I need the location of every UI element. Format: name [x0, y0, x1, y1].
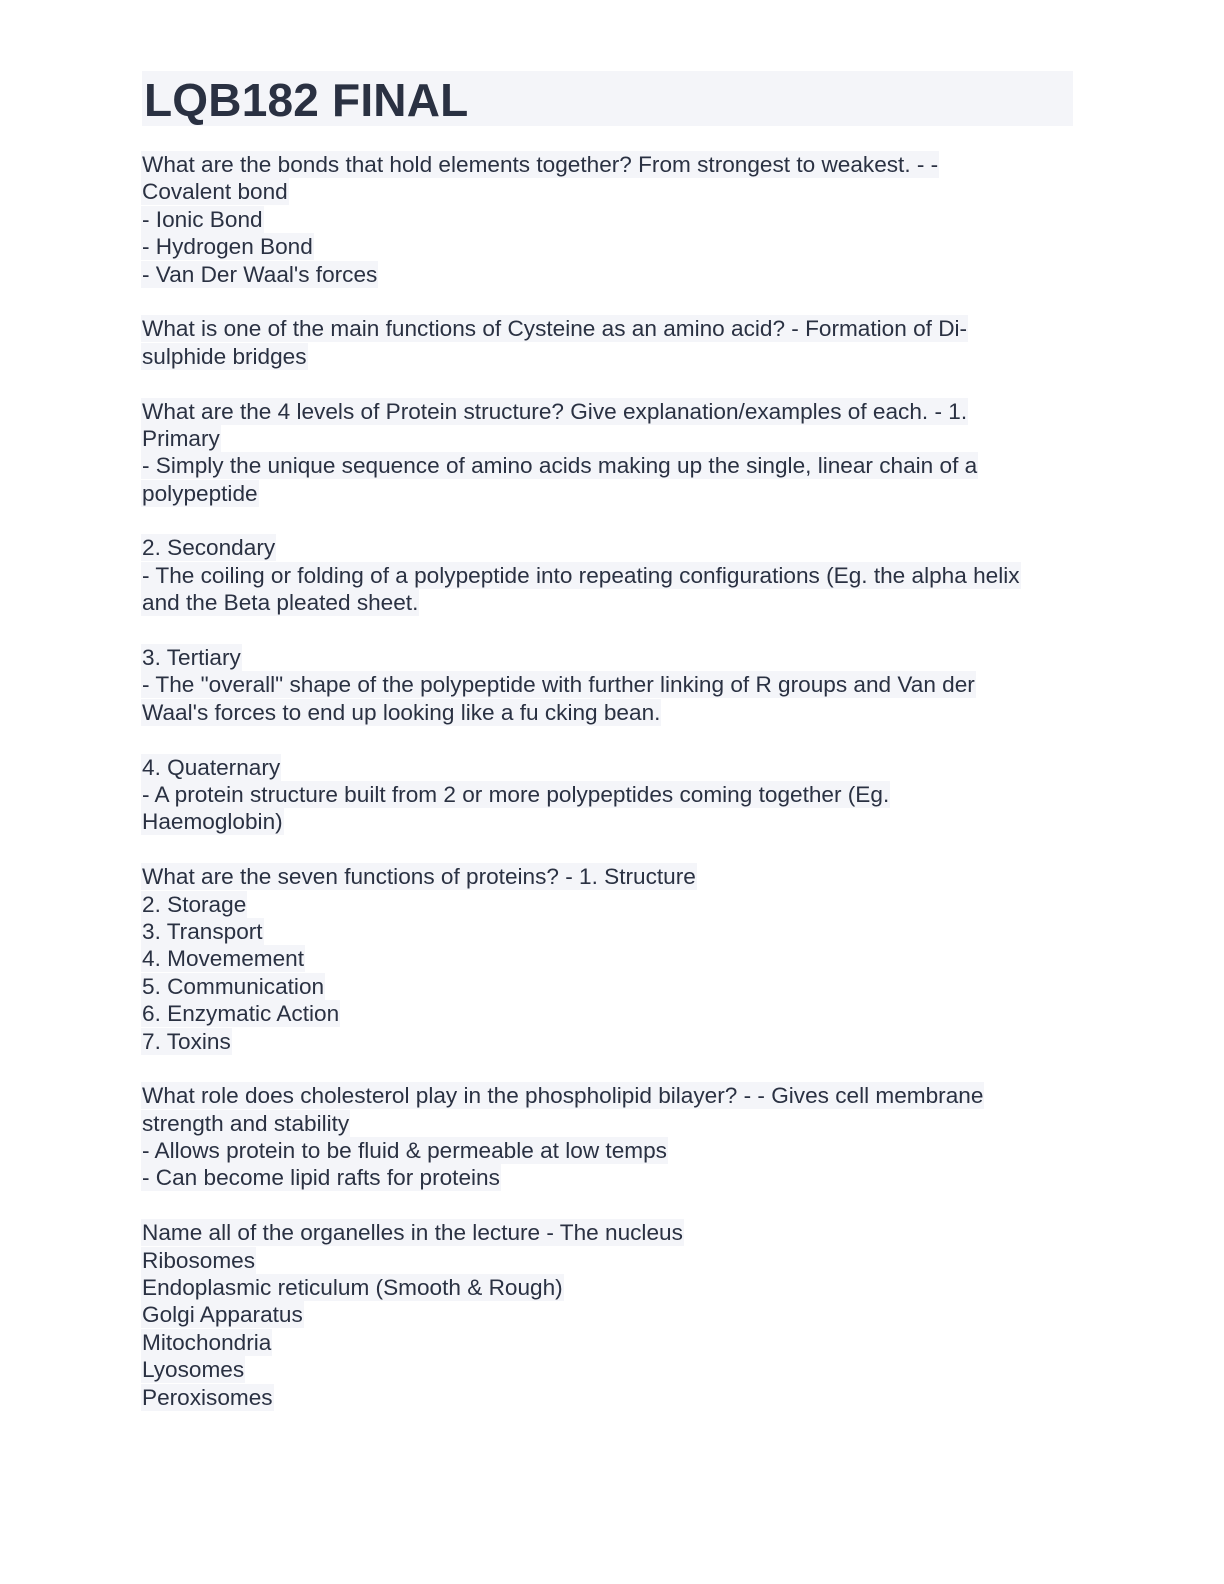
text-line: [142, 754, 1073, 781]
text-line: [142, 398, 1073, 425]
text-line-content: sulphide bridges: [142, 343, 307, 369]
document-page: [142, 71, 1073, 1438]
text-line: [142, 644, 1073, 671]
text-line: [142, 315, 1073, 342]
text-line-content: Haemoglobin): [142, 809, 283, 835]
text-line: [142, 233, 1073, 260]
text-line: [142, 480, 1073, 507]
text-line-content: 2. Secondary: [142, 535, 276, 561]
text-line-content: - Van Der Waal's forces: [142, 261, 378, 287]
text-line-content: 3. Transport: [142, 918, 263, 944]
text-line: [142, 1301, 1073, 1328]
text-line: [142, 452, 1073, 479]
text-line-content: What are the 4 levels of Protein structure? Give explanation/examples of each. - 1.: [142, 398, 968, 424]
text-line-content: 6. Enzymatic Action: [142, 1001, 340, 1027]
text-line: [142, 1028, 1073, 1055]
flashcard-block: [142, 151, 1073, 288]
text-line: [142, 863, 1073, 890]
flashcard-block: [142, 754, 1073, 836]
text-line: [142, 918, 1073, 945]
text-line: [142, 261, 1073, 288]
text-line-content: - Ionic Bond: [142, 206, 263, 232]
text-line-content: - A protein structure built from 2 or more polypeptides coming together (Eg.: [142, 781, 890, 807]
text-line: [142, 781, 1073, 808]
text-line: [142, 589, 1073, 616]
text-line: [142, 343, 1073, 370]
text-line: [142, 945, 1073, 972]
text-line: [142, 699, 1073, 726]
text-line-content: 5. Communication: [142, 973, 325, 999]
text-line: [142, 1110, 1073, 1137]
text-line-content: 3. Tertiary: [142, 645, 241, 671]
text-line: [142, 562, 1073, 589]
text-line: [142, 425, 1073, 452]
text-line: [142, 178, 1073, 205]
text-line-content: - Hydrogen Bond: [142, 234, 313, 260]
text-line: [142, 1356, 1073, 1383]
title-bar: [142, 71, 1073, 126]
text-line-content: Mitochondria: [142, 1329, 272, 1355]
text-line: [142, 1384, 1073, 1411]
text-line-content: - Can become lipid rafts for proteins: [142, 1165, 500, 1191]
text-line: [142, 1164, 1073, 1191]
flashcard-block: [142, 398, 1073, 508]
text-line: [142, 1247, 1073, 1274]
flashcard-block: [142, 1082, 1073, 1192]
text-line-content: and the Beta pleated sheet.: [142, 590, 419, 616]
text-line-content: - The "overall" shape of the polypeptide with further linking of R groups and Van der: [142, 672, 975, 698]
text-line-content: What are the bonds that hold elements together? From strongest to weakest. - -: [142, 152, 939, 177]
text-line: [142, 1274, 1073, 1301]
text-line-content: - The coiling or folding of a polypeptide into repeating configurations (Eg. the alpha helix: [142, 562, 1020, 588]
text-line: [142, 1000, 1073, 1027]
text-line: [142, 671, 1073, 698]
flashcard-block: [142, 644, 1073, 726]
text-line: [142, 1082, 1073, 1109]
text-line-content: What are the seven functions of proteins? - 1. Structure: [142, 864, 696, 890]
text-line-content: Golgi Apparatus: [142, 1302, 303, 1328]
text-line: [142, 534, 1073, 561]
text-line: [142, 973, 1073, 1000]
text-line: [142, 206, 1073, 233]
text-line-content: 4. Quaternary: [142, 754, 281, 780]
text-line: [142, 1137, 1073, 1164]
flashcard-block: [142, 534, 1073, 616]
flashcard-block: [142, 863, 1073, 1055]
text-line-content: Primary: [142, 425, 220, 451]
text-line-content: polypeptide: [142, 480, 258, 506]
text-line: [142, 808, 1073, 835]
text-line-content: Ribosomes: [142, 1247, 256, 1273]
flashcard-list: [142, 151, 1073, 1411]
text-line: [142, 151, 1073, 178]
text-line-content: Covalent bond: [142, 179, 288, 205]
flashcard-block: [142, 315, 1073, 370]
text-line: [142, 1219, 1073, 1246]
text-line-content: Lyosomes: [142, 1357, 245, 1383]
text-line-content: Waal's forces to end up looking like a fu cking bean.: [142, 699, 661, 725]
text-line-content: What is one of the main functions of Cysteine as an amino acid? - Formation of Di-: [142, 316, 968, 342]
text-line-content: strength and stability: [142, 1110, 350, 1136]
text-line-content: - Allows protein to be fluid & permeable at low temps: [142, 1138, 667, 1164]
document-title: LQB182 FINAL: [144, 74, 469, 126]
text-line-content: - Simply the unique sequence of amino acids making up the single, linear chain of a: [142, 453, 978, 479]
text-line-content: 7. Toxins: [142, 1028, 231, 1054]
text-line-content: What role does cholesterol play in the phospholipid bilayer? - - Gives cell membrane: [142, 1083, 984, 1109]
text-line: [142, 1329, 1073, 1356]
text-line-content: Endoplasmic reticulum (Smooth & Rough): [142, 1275, 563, 1301]
text-line-content: Peroxisomes: [142, 1384, 273, 1410]
text-line: [142, 891, 1073, 918]
text-line-content: 2. Storage: [142, 891, 247, 917]
text-line-content: 4. Movemement: [142, 946, 304, 972]
flashcard-block: [142, 1219, 1073, 1411]
text-line-content: Name all of the organelles in the lecture - The nucleus: [142, 1220, 683, 1246]
